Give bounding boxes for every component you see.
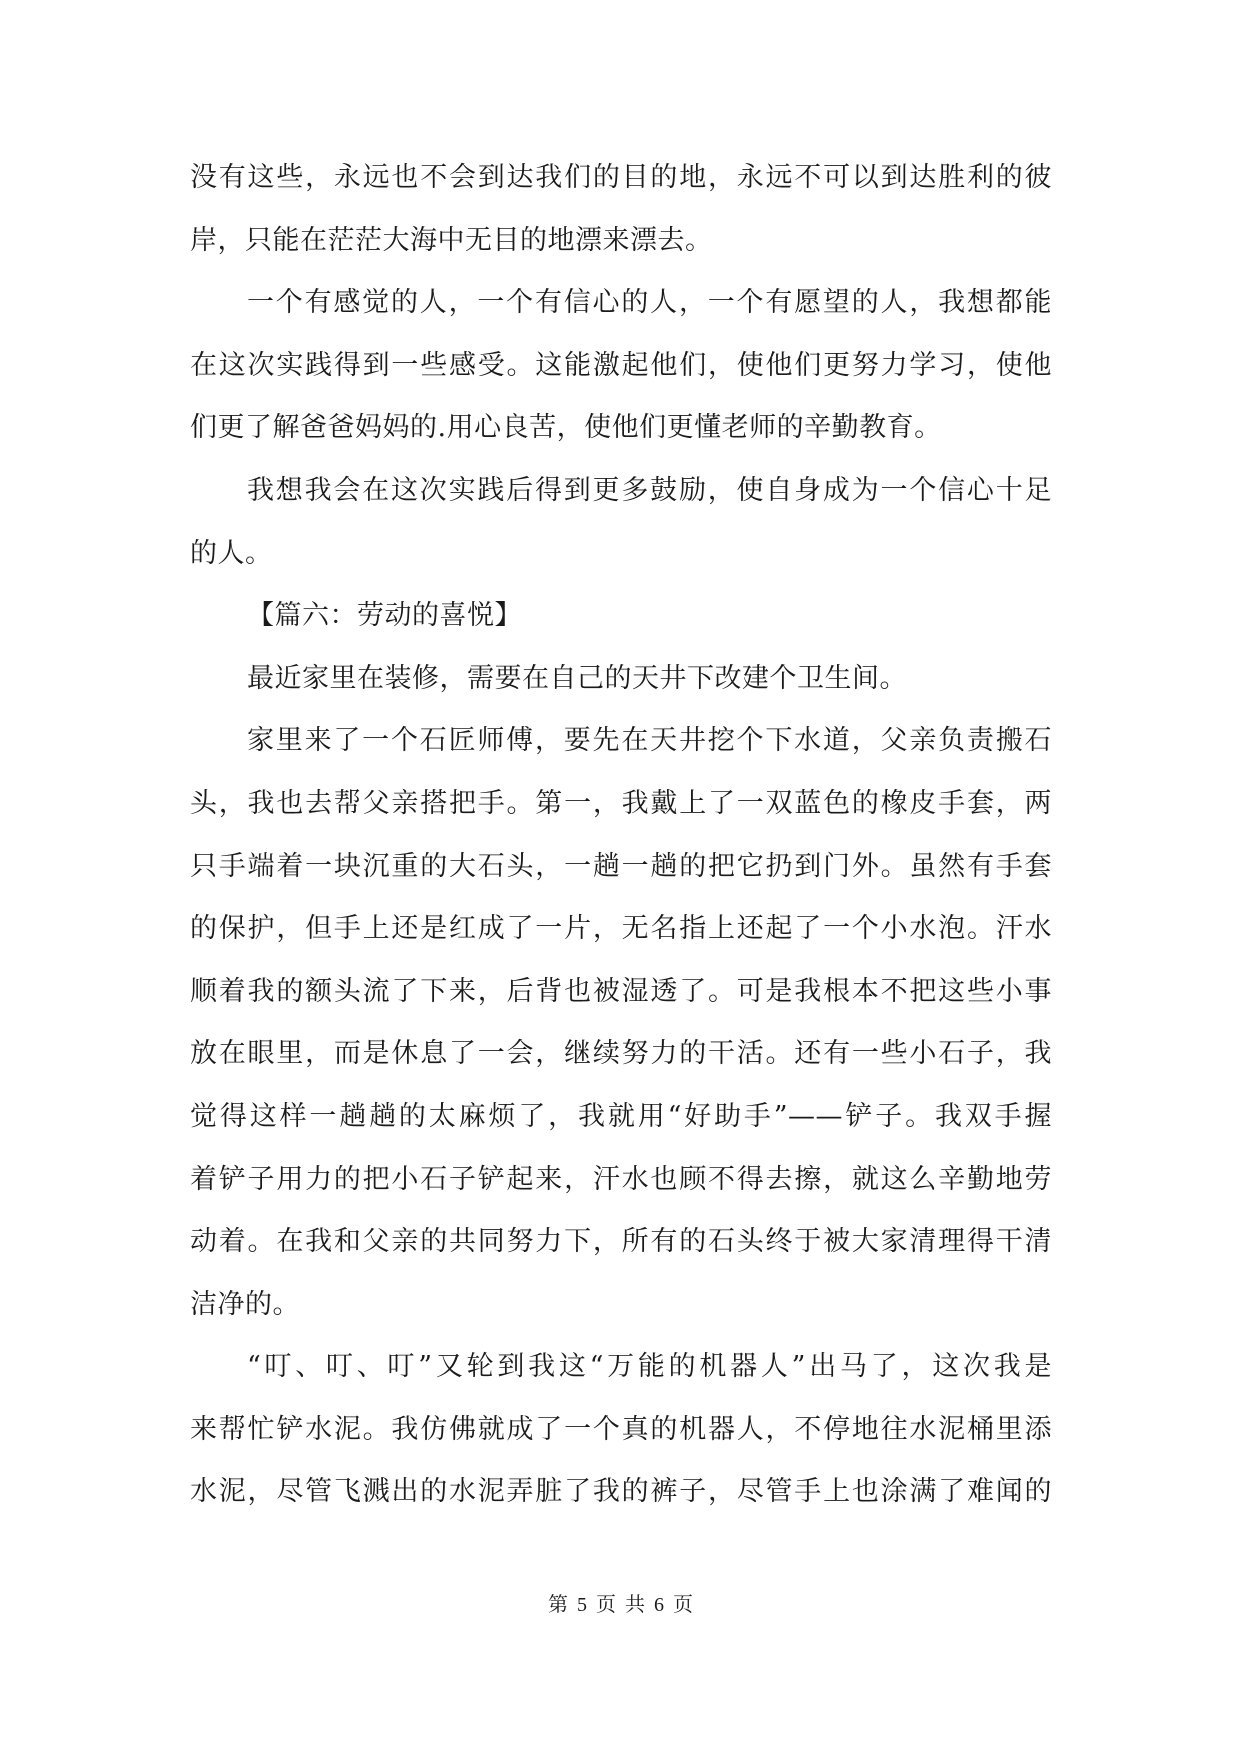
page-number-footer: 第 5 页 共 6 页 xyxy=(548,1594,693,1616)
text-line: 头，我也去帮父亲搭把手。第一，我戴上了一双蓝色的橡皮手套，两 xyxy=(190,787,1052,819)
document-body xyxy=(190,158,1052,1535)
text-line: 动着。在我和父亲的共同努力下，所有的石头终于被大家清理得干清 xyxy=(190,1226,1052,1258)
text-line: 顺着我的额头流了下来，后背也被湿透了。可是我根本不把这些小事 xyxy=(190,975,1052,1007)
text-line: 洁净的。 xyxy=(190,1288,300,1320)
text-line: 最近家里在装修，需要在自己的天井下改建个卫生间。 xyxy=(247,662,907,694)
text-line: 只手端着一块沉重的大石头，一趟一趟的把它扔到门外。虽然有手套 xyxy=(190,850,1052,882)
text-line: 来帮忙铲水泥。我仿佛就成了一个真的机器人，不停地往水泥桶里添 xyxy=(190,1413,1052,1445)
text-line: 的保护，但手上还是红成了一片，无名指上还起了一个小水泡。汗水 xyxy=(190,913,1052,945)
text-line: 的人。 xyxy=(190,537,273,569)
text-line: 我想我会在这次实践后得到更多鼓励，使自身成为一个信心十足 xyxy=(247,474,1052,506)
text-line: 家里来了一个石匠师傅，要先在天井挖个下水道，父亲负责搬石 xyxy=(247,725,1052,757)
text-line: 放在眼里，而是休息了一会，继续努力的干活。还有一些小石子，我 xyxy=(190,1038,1052,1070)
text-line: 没有这些，永远也不会到达我们的目的地，永远不可以到达胜利的彼 xyxy=(190,162,1052,193)
text-line: 着铲子用力的把小石子铲起来，汗水也顾不得去擦，就这么辛勤地劳 xyxy=(190,1163,1052,1195)
text-line: 岸，只能在茫茫大海中无目的地漂来漂去。 xyxy=(190,224,713,256)
text-line: 在这次实践得到一些感受。这能激起他们，使他们更努力学习，使他 xyxy=(190,349,1052,381)
text-line: 觉得这样一趟趟的太麻烦了，我就用“好助手”——铲子。我双手握 xyxy=(190,1100,1052,1132)
text-line: 水泥，尽管飞溅出的水泥弄脏了我的裤子，尽管手上也涂满了难闻的 xyxy=(190,1476,1052,1508)
text-line: “叮、叮、叮”又轮到我这“万能的机器人”出马了，这次我是 xyxy=(247,1351,1052,1383)
text-line: 一个有感觉的人，一个有信心的人，一个有愿望的人，我想都能 xyxy=(247,287,1052,319)
section-heading: 【篇六：劳动的喜悦】 xyxy=(247,600,522,632)
text-line: 们更了解爸爸妈妈的.用心良苦，使他们更懂老师的辛勤教育。 xyxy=(190,412,942,444)
